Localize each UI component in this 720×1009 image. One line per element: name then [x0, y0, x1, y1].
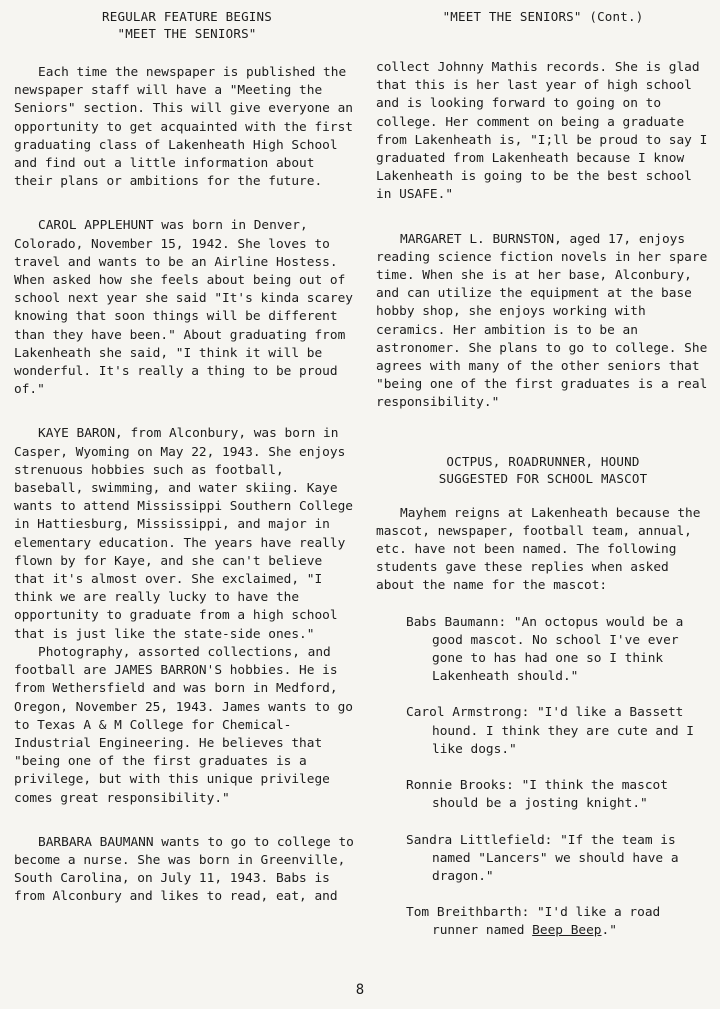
continued-heading: "MEET THE SENIORS" (Cont.) — [442, 9, 644, 24]
page-number: 8 — [355, 982, 365, 998]
margaret-burnston-paragraph: MARGARET L. BURNSTON, aged 17, enjoys reading science fiction novels in her spare time. When she is at her base, Alconbury, and can utilize the equipment at the base hobby shop, she enjoys working with ceramics. Her ambition is to be an astronomer. She plans to go to college. She agrees with many of the other seniors that "being one of the first graduates is a real responsibility." — [376, 231, 708, 411]
reply-tom-end: ." — [601, 923, 617, 939]
mascot-heading-line2: SUGGESTED FOR SCHOOL MASCOT — [438, 470, 648, 486]
mascot-article — [376, 453, 710, 941]
carol-applehunt-paragraph: CAROL APPLEHUNT was born in Denver, Colorado, November 15, 1942. She loves to travel and wants to be an Airline Hostess. When asked how she feels about being out of school next year she said "It's kinda scarey knowing that soon things will be different than they have been." About graduating from Lakenheath she said, "I think it will be wonderful. It's really a thing to be proud of." — [14, 218, 353, 398]
mascot-heading-line1: OCTPUS, ROADRUNNER, HOUND — [446, 453, 640, 469]
reply-tom-underlined: Beep Beep — [532, 923, 602, 939]
barbara-continued-paragraph: collect Johnny Mathis records. She is glad that this is her last year of high school and is looking forward to going on to college. Her comment on being a graduate from Lakenheath is, "I;ll be proud to say I graduated from Lakenheath because I know Lakenheath is going to be the best school in USAFE." — [376, 60, 708, 203]
intro-paragraph: Each time the newspaper is published the newspaper staff will have a "Meeting the Seniors" section. This will give everyone an opportunity to get acquainted with the first graduating class of Lakenheath High School and find out a little information about their plans or ambitions for the future. — [14, 65, 353, 190]
barbara-baumann-paragraph: BARBARA BAUMANN wants to go to college to become a nurse. She was born in Greenville, South Carolina, on July 11, 1943. Babs is from Alconbury and likes to read, eat, and — [14, 834, 354, 905]
reply-sandra-littlefield: Sandra Littlefield: "If the team is named "Lancers" we should have a dragon." — [406, 832, 679, 884]
kaye-baron-paragraph: KAYE BARON, from Alconbury, was born in Casper, Wyoming on May 22, 1943. She enjoys strenuous hobbies such as football, baseball, swimming, and water skiing. Kaye wants to attend Mississippi Southern College in Hattiesburg, Mississippi, and major in elementary education. The years have really flown by for Kaye, and she can't believe that it's almost over. She exclaimed, "I think we are really lucky to have the opportunity to graduate from a high school that is just like the state-side ones." — [14, 426, 353, 642]
james-barron-paragraph: Photography, assorted collections, and football are JAMES BARRON'S hobbies. He is from Wethersfield and was born in Medford, Oregon, November 25, 1943. James wants to go to Texas A & M College for Chemical-Industrial Engineering. He believes that "being one of the first graduates is a privilege, but with this unique privilege comes great responsibility." — [14, 644, 353, 806]
right-column — [376, 8, 710, 941]
feature-heading-line2: "MEET THE SENIORS" — [117, 26, 257, 41]
reply-tom-text: Tom Breithbarth: "I'd like a road runner named — [406, 905, 661, 939]
mascot-intro-paragraph: Mayhem reigns at Lakenheath because the mascot, newspaper, football team, annual, etc. have not been named. The following students gave these replies when asked about the name for the mascot: — [376, 505, 701, 594]
reply-ronnie-brooks: Ronnie Brooks: "I think the mascot should be a josting knight." — [406, 778, 668, 812]
reply-babs-baumann: Babs Baumann: "An octopus would be a good mascot. No school I've ever gone to has had one so I think Lakenheath should." — [406, 614, 684, 685]
reply-tom-breithbarth — [376, 904, 710, 940]
left-column — [14, 8, 360, 907]
reply-carol-armstrong: Carol Armstrong: "I'd like a Bassett hound. I think they are cute and I like dogs." — [406, 705, 694, 757]
mascot-replies — [376, 614, 710, 941]
feature-heading-line1: REGULAR FEATURE BEGINS — [102, 9, 272, 24]
